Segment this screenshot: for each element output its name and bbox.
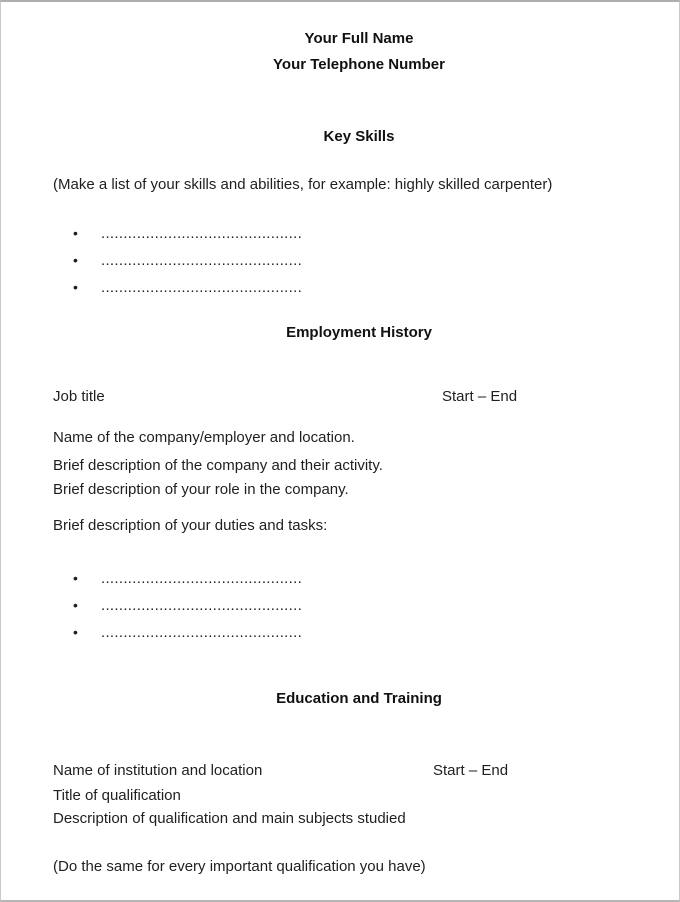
bullet-icon: • [73,252,78,268]
list-item [73,565,302,592]
bullet-icon: • [73,597,78,613]
dotted-placeholder: ............................................. [101,570,303,587]
education-date-range-label: Start – End [433,762,509,779]
bullet-icon: • [73,624,78,640]
list-item [73,592,302,619]
employment-history-heading: Employment History [286,324,432,341]
dotted-placeholder: ............................................. [101,597,303,614]
list-item [73,220,302,247]
role-line: Brief description of your role in the company. [53,481,349,498]
telephone-title: Your Telephone Number [273,56,445,73]
employment-date-range-label: Start – End [442,388,518,405]
duties-bullet-list [73,565,302,646]
bullet-icon: • [73,225,78,241]
list-item [73,619,302,646]
institution-label: Name of institution and location [53,762,263,779]
dotted-placeholder: ............................................. [101,279,303,296]
bullet-icon: • [73,279,78,295]
key-skills-hint: (Make a list of your skills and abilities, for example: highly skilled carpenter) [53,176,553,193]
bullet-icon: • [73,570,78,586]
dotted-placeholder: ............................................. [101,225,303,242]
education-note: (Do the same for every important qualification you have) [53,858,426,875]
company-activity-line: Brief description of the company and their activity. [53,457,383,474]
duties-intro-line: Brief description of your duties and tasks: [53,517,328,534]
list-item [73,274,302,301]
qualification-description-line: Description of qualification and main subjects studied [53,810,406,827]
education-heading: Education and Training [276,690,442,707]
company-line: Name of the company/employer and location. [53,429,355,446]
job-title-label: Job title [53,388,105,405]
key-skills-bullet-list [73,220,302,301]
dotted-placeholder: ............................................. [101,624,303,641]
full-name-title: Your Full Name [304,30,414,47]
list-item [73,247,302,274]
qualification-title-line: Title of qualification [53,787,181,804]
key-skills-heading: Key Skills [323,128,395,145]
dotted-placeholder: ............................................. [101,252,303,269]
